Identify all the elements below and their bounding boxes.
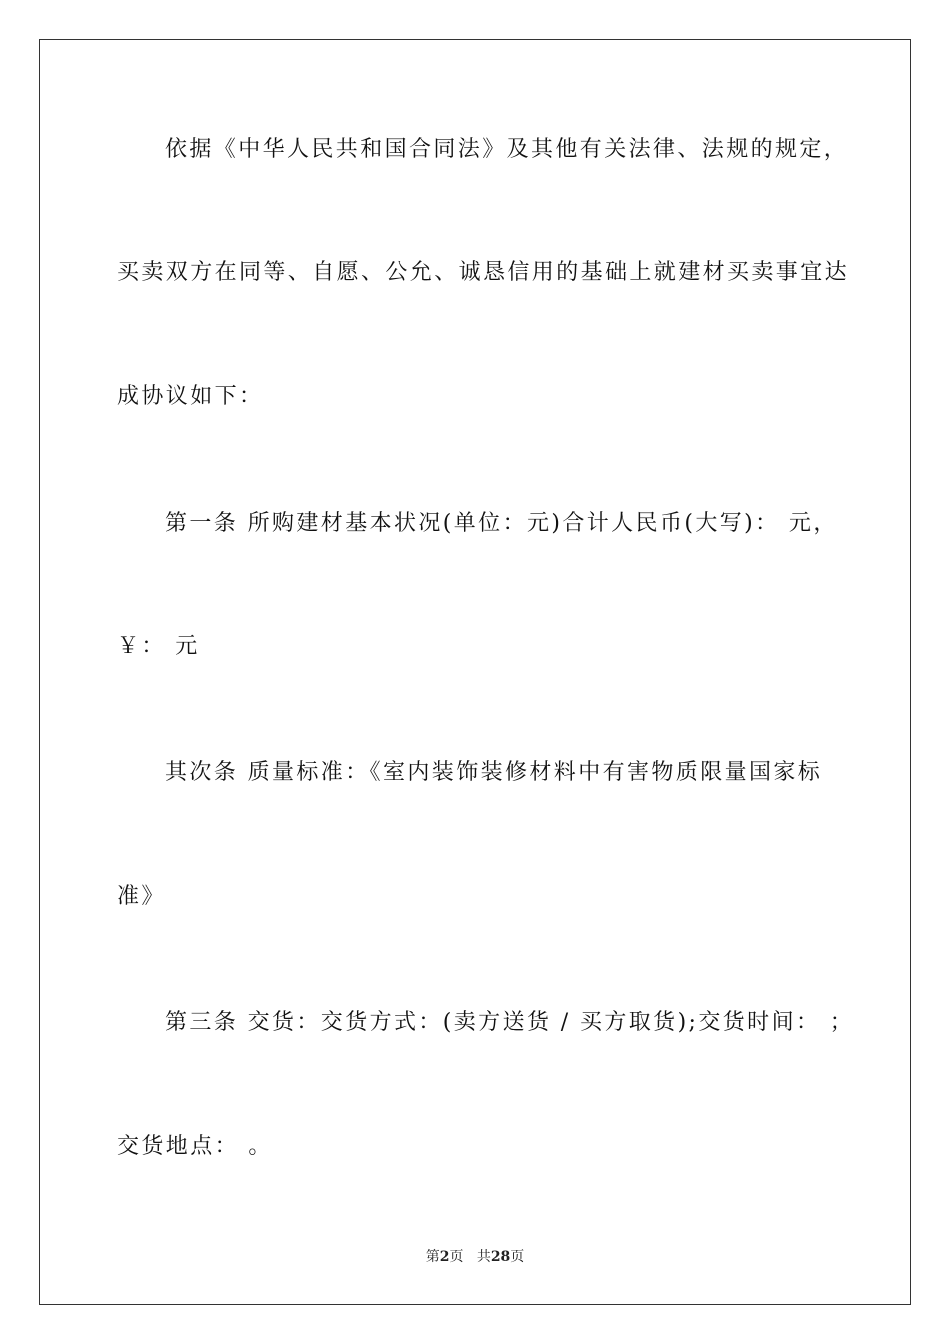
footer-total-prefix: 共 xyxy=(476,1249,491,1265)
footer-page-suffix: 页 xyxy=(449,1249,464,1265)
footer-total-suffix: 页 xyxy=(510,1249,525,1265)
page-footer xyxy=(0,1248,950,1266)
paragraph-line-1: 依据《中华人民共和国合同法》及其他有关法律、法规的规定， xyxy=(165,137,849,162)
article-3-line-2: 交货地点： 。 xyxy=(117,1134,273,1159)
article-2-line-1: 其次条 质量标准：《室内装饰装修材料中有害物质限量国家标 xyxy=(165,760,823,785)
paragraph-line-3: 成协议如下： xyxy=(117,384,264,409)
footer-page-number: 2 xyxy=(439,1249,450,1265)
footer-total-pages: 28 xyxy=(490,1249,511,1265)
article-3-line-1: 第三条 交货：交货方式：(卖方送货 / 买方取货);交货时间： ； xyxy=(165,1010,855,1035)
page-border xyxy=(39,39,911,1305)
article-1-line-1: 第一条 所购建材基本状况(单位：元)合计人民币(大写)： 元， xyxy=(165,511,838,536)
footer-prefix: 第 xyxy=(425,1249,440,1265)
article-1-line-2: ￥： 元 xyxy=(117,634,200,659)
paragraph-line-2: 买卖双方在同等、自愿、公允、诚恳信用的基础上就建材买卖事宜达 xyxy=(117,260,850,285)
article-2-line-2: 准》 xyxy=(117,884,166,909)
